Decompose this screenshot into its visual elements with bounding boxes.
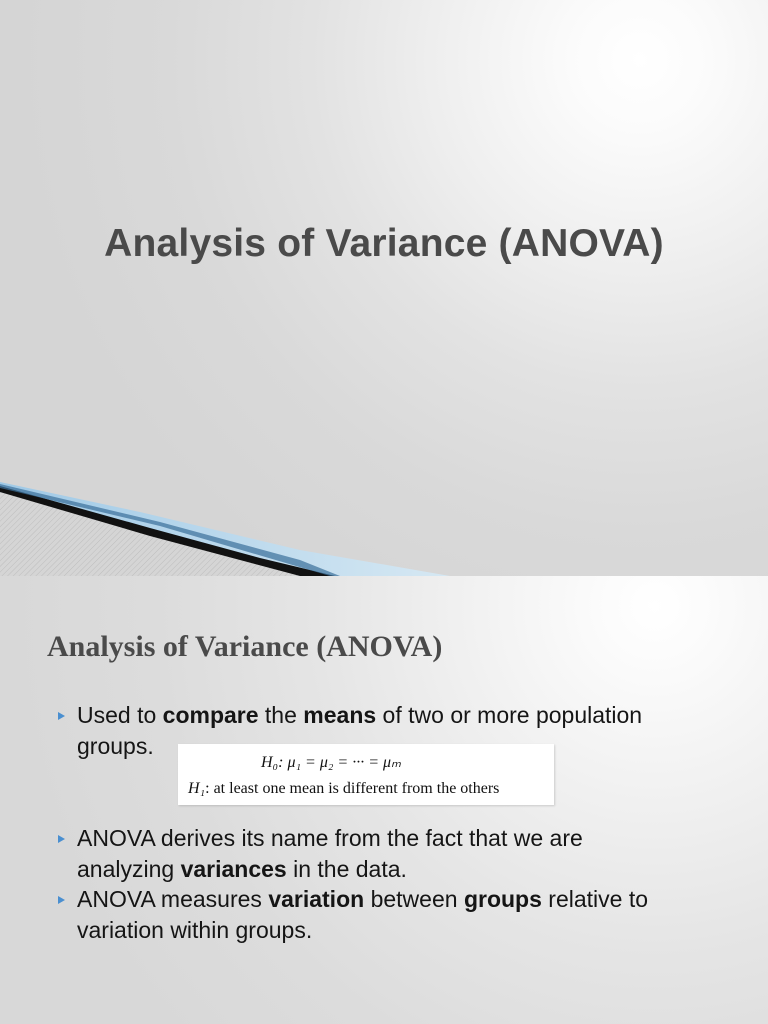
bullet-arrow-icon (58, 712, 65, 720)
emphasis-text: means (303, 702, 377, 728)
emphasis-text: variation (268, 886, 365, 912)
emphasis-text: groups (463, 886, 542, 912)
bullet-line: groups. (77, 733, 154, 759)
bullet-arrow-icon (58, 896, 65, 904)
bullet-line (77, 700, 642, 731)
bullet-text: of two or more population (376, 702, 643, 728)
decorative-swoosh (0, 470, 768, 576)
emphasis-text: variances (180, 856, 287, 882)
slide-heading: Analysis of Variance (ANOVA) (47, 630, 443, 663)
bullet-text: ANOVA measures (77, 886, 269, 912)
bullet-text: Used to (77, 702, 163, 728)
alternative-hypothesis (188, 780, 499, 798)
bullet-text: between (364, 886, 464, 912)
h1-label: H₁ (188, 780, 206, 797)
bullet-text: in the data. (286, 856, 407, 882)
bullet-item (77, 823, 583, 885)
hypothesis-box (178, 744, 554, 805)
bullet-line: variation within groups. (77, 917, 313, 943)
bullet-item (77, 884, 648, 946)
bullet-text: analyzing (77, 856, 181, 882)
bullet-line (77, 854, 583, 885)
h1-text: : at least one mean is different from the others (205, 780, 500, 797)
bullet-text: the (258, 702, 304, 728)
bullet-arrow-icon (58, 835, 65, 843)
slide-title: Analysis of Variance (ANOVA) (104, 222, 664, 265)
bullet-text: relative to (541, 886, 648, 912)
null-hypothesis: H₀: μ₁ = μ₂ = ··· = μₘ (261, 754, 402, 771)
bullet-line: ANOVA derives its name from the fact that we are (77, 825, 583, 851)
emphasis-text: compare (162, 702, 259, 728)
bullet-line (77, 884, 648, 915)
content-slide (0, 576, 768, 1024)
